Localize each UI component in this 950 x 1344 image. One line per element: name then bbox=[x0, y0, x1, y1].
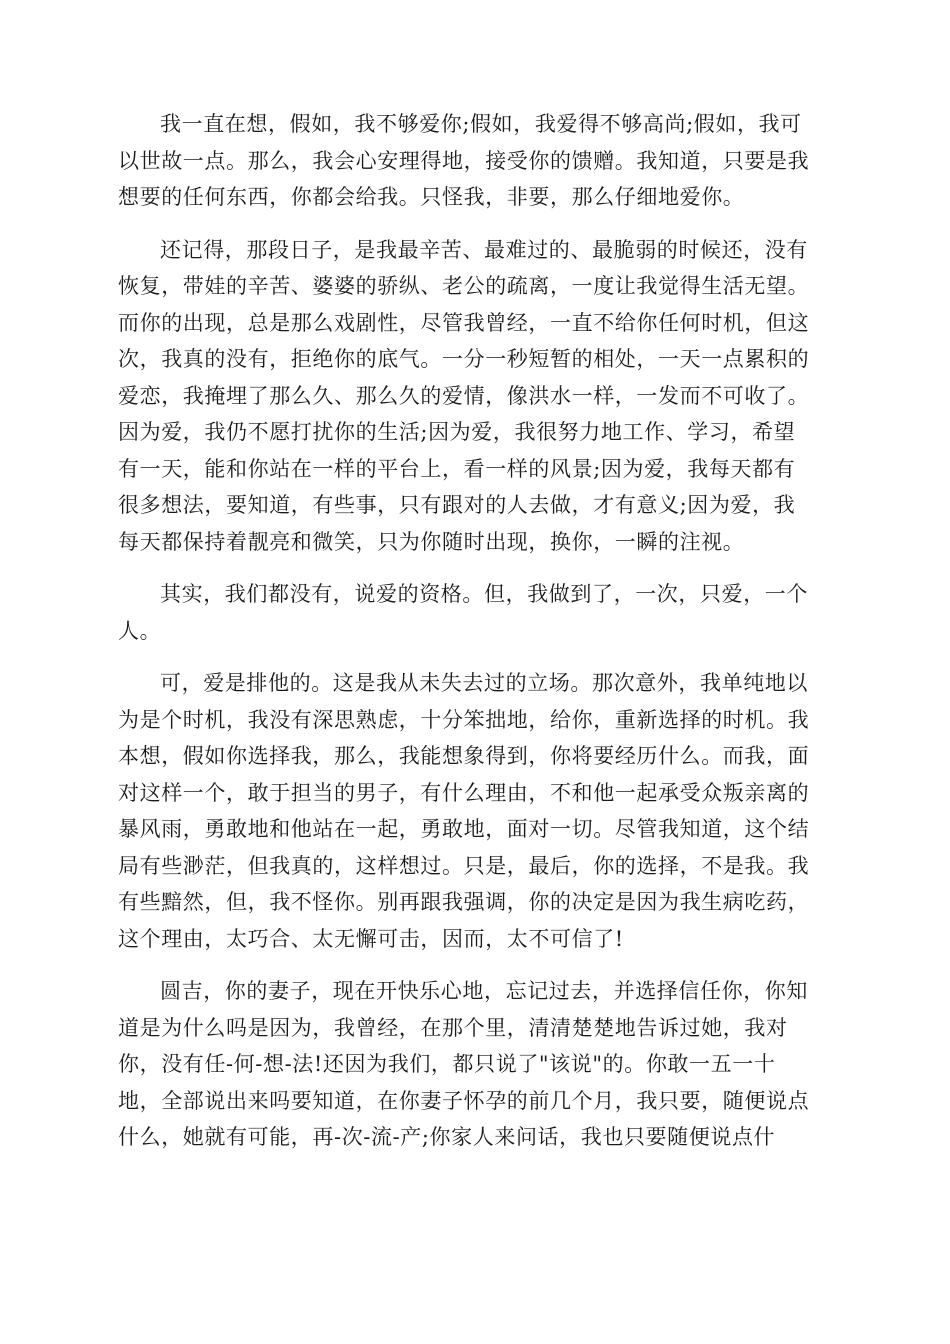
text-line: 次，我真的没有，拒绝你的底气。一分一秒短暂的相处，一天一点累积的 bbox=[118, 347, 810, 371]
text-line: 为是个时机，我没有深思熟虑，十分笨拙地，给你，重新选择的时机。我 bbox=[118, 707, 810, 732]
text-line: 本想，假如你选择我，那么，我能想象得到，你将要经历什么。而我，面 bbox=[118, 744, 810, 768]
text-line: 什么，她就有可能，再-次-流-产;你家人来问话，我也只要随便说点什 bbox=[118, 1125, 776, 1149]
text-line: 还记得，那段日子，是我最辛苦、最难过的、最脆弱的时候还，没有 bbox=[160, 237, 808, 262]
text-line: 其实，我们都没有，说爱的资格。但，我做到了，一次，只爱，一个 bbox=[160, 582, 808, 606]
text-line: 暴风雨，勇敢地和他站在一起，勇敢地，面对一切。尽管我知道，这个结 bbox=[118, 817, 810, 841]
paragraph-1 bbox=[118, 106, 832, 216]
text-line: 可，爱是排他的。这是我从未失去过的立场。那次意外，我单纯地以 bbox=[160, 671, 808, 695]
text-line: 想要的任何东西，你都会给我。只怪我，非要，那么仔细地爱你。 bbox=[118, 185, 745, 209]
text-line: 有些黯然，但，我不怪你。别再跟我强调，你的决定是因为我生病吃药， bbox=[118, 890, 810, 914]
paragraph-5 bbox=[118, 973, 832, 1156]
text-line: 我一直在想，假如，我不够爱你;假如，我爱得不够高尚;假如，我可 bbox=[160, 112, 802, 136]
text-line: 这个理由，太巧合、太无懈可击，因而，太不可信了! bbox=[118, 926, 624, 951]
text-line: 圆吉，你的妻子，现在开快乐心地，忘记过去，并选择信任你，你知 bbox=[160, 979, 808, 1003]
text-line: 你，没有任-何-想-法!还因为我们，都只说了"该说"的。你敢一五一十 bbox=[118, 1052, 776, 1076]
text-line: 恢复，带娃的辛苦、婆婆的骄纵、老公的疏离，一度让我觉得生活无望。 bbox=[118, 274, 810, 298]
text-line: 每天都保持着靓亮和微笑，只为你随时出现，换你，一瞬的注视。 bbox=[118, 529, 745, 554]
text-line: 爱恋，我掩埋了那么久、那么久的爱情，像洪水一样，一发而不可收了。 bbox=[118, 383, 810, 408]
text-line: 很多想法，要知道，有些事，只有跟对的人去做，才有意义;因为爱，我 bbox=[118, 493, 796, 517]
text-line: 地，全部说出来吗要知道，在你妻子怀孕的前几个月，我只要，随便说点 bbox=[118, 1088, 810, 1113]
text-line: 有一天，能和你站在一样的平台上，看一样的风景;因为爱，我每天都有 bbox=[118, 456, 796, 481]
text-line: 而你的出现，总是那么戏剧性，尽管我曾经，一直不给你任何时机，但这 bbox=[118, 310, 810, 335]
text-line: 因为爱，我仍不愿打扰你的生活;因为爱，我很努力地工作、学习，希望 bbox=[118, 420, 796, 444]
text-line: 以世故一点。那么，我会心安理得地，接受你的馈赠。我知道，只要是我 bbox=[118, 148, 810, 173]
text-line: 道是为什么吗是因为，我曾经，在那个里，清清楚楚地告诉过她，我对 bbox=[118, 1015, 788, 1040]
text-line: 人。 bbox=[118, 618, 162, 643]
paragraph-4 bbox=[118, 665, 832, 957]
paragraph-2 bbox=[118, 232, 832, 561]
text-line: 局有些渺茫，但我真的，这样想过。只是，最后，你的选择，不是我。我 bbox=[118, 853, 810, 878]
document-page bbox=[118, 106, 832, 1172]
text-line: 对这样一个，敢于担当的男子，有什么理由，不和他一起承受众叛亲离的 bbox=[118, 780, 810, 805]
paragraph-3 bbox=[118, 576, 832, 649]
